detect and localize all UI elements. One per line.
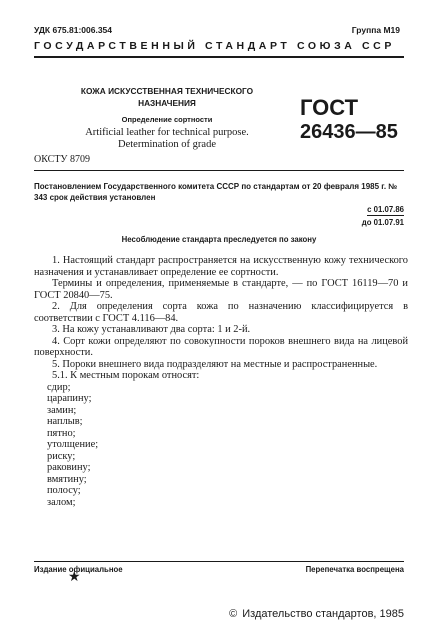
standard-name: ГОСУДАРСТВЕННЫЙ СТАНДАРТ СОЮЗА ССР	[34, 40, 395, 52]
defect-item: утолщение;	[47, 439, 99, 450]
gost-label: ГОСТ	[300, 95, 359, 120]
paragraph-6: 5. Пороки внешнего вида подразделяют на местные и распространенные.	[52, 358, 378, 370]
defect-item: царапину;	[47, 393, 92, 404]
title-ru-line2: НАЗНАЧЕНИЯ	[138, 98, 196, 108]
defect-item: замин;	[47, 404, 77, 416]
date-to: до 01.07.91	[361, 218, 404, 227]
title-en-line1: Artificial leather for technical purpose.	[85, 127, 249, 138]
title-ru	[58, 85, 276, 109]
official-edition-label: Издание официальное	[34, 565, 123, 574]
paragraph-7: 5.1. К местным порокам относят:	[52, 370, 200, 381]
title-block	[58, 85, 276, 151]
defect-item: пятно;	[47, 427, 76, 439]
group-code: Группа М19	[351, 25, 400, 35]
body-text	[34, 255, 408, 508]
top-divider	[34, 56, 404, 58]
star-icon: ★	[68, 570, 81, 585]
title-en-line2: Determination of grade	[118, 139, 216, 150]
title-en	[58, 127, 276, 151]
copyright-line	[229, 608, 404, 620]
defect-item: раковину;	[47, 462, 91, 473]
defect-item: наплыв;	[47, 416, 83, 427]
gost-block	[300, 96, 410, 144]
udk-code: УДК 675.81:006.354	[34, 25, 113, 35]
middle-divider	[34, 170, 404, 171]
defect-item: полосу;	[47, 485, 81, 496]
decree-text: Постановлением Государственного комитета СССР по стандартам от 20 февраля 1985 г. № 343 срок действия установлен	[34, 182, 398, 202]
date-from: с 01.07.86	[367, 205, 404, 214]
copyright-icon: ©	[229, 608, 238, 620]
gost-number: 26436—85	[300, 121, 398, 143]
defect-item: сдир;	[47, 381, 71, 393]
paragraph-4: 3. На кожу устанавливают два сорта: 1 и 2-й.	[52, 324, 251, 335]
defect-item: риску;	[47, 450, 76, 462]
paragraph-5: 4. Сорт кожи определяют по совокупности пороков внешнего вида на лицевой поверхности.	[34, 335, 408, 358]
copyright-text: Издательство стандартов, 1985	[242, 608, 404, 620]
paragraph-3: 2. Для определения сорта кожа по назначению классифицируется в соответствии с ГОСТ 4.116—84.	[34, 301, 408, 324]
paragraph-1: 1. Настоящий стандарт распространяется на искусственную кожу технического назначения и устанавливает определение ее сортности.	[34, 255, 408, 278]
violation-notice: Несоблюдение стандарта преследуется по закону	[121, 235, 317, 244]
reprint-prohibited-label: Перепечатка воспрещена	[305, 565, 404, 574]
bottom-divider	[34, 561, 404, 562]
subtitle-ru: Определение сортности	[121, 115, 213, 124]
title-ru-line1: КОЖА ИСКУССТВЕННАЯ ТЕХНИЧЕСКОГО	[80, 86, 254, 96]
defect-item: залом;	[47, 496, 76, 508]
paragraph-2: Термины и определения, применяемые в стандарте, — по ГОСТ 16119—70 и ГОСТ 20840—75.	[34, 278, 408, 301]
okstu-code: ОКСТУ 8709	[34, 154, 91, 165]
defect-item: вмятину;	[47, 473, 87, 485]
